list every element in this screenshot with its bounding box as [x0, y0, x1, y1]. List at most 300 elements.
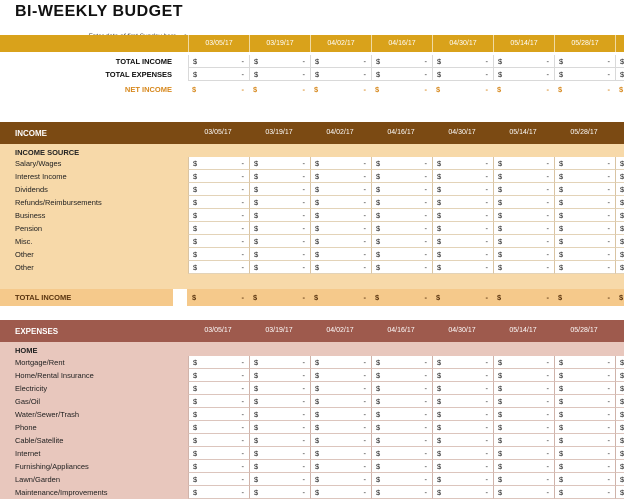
date-column-header: 04/30/17 [448, 129, 476, 136]
amount-cell[interactable] [493, 395, 554, 408]
amount-value: - [363, 371, 366, 380]
amount-cell[interactable] [554, 369, 615, 382]
amount-cell[interactable] [371, 382, 432, 395]
amount-cell[interactable] [554, 222, 615, 235]
amount-cell[interactable] [188, 421, 249, 434]
amount-cell[interactable] [432, 196, 493, 209]
currency-symbol: $ [559, 159, 564, 168]
currency-symbol: $ [193, 185, 198, 194]
amount-cell[interactable] [554, 473, 615, 486]
currency-symbol: $ [376, 488, 381, 497]
amount-cell[interactable] [432, 222, 493, 235]
amount-cell[interactable] [310, 486, 371, 499]
expense-row-label: Internet [15, 449, 41, 458]
amount-cell[interactable] [249, 170, 310, 183]
amount-cell[interactable] [493, 382, 554, 395]
amount-cell[interactable] [188, 196, 249, 209]
currency-symbol: $ [437, 397, 442, 406]
amount-cell[interactable] [188, 170, 249, 183]
currency-symbol: $ [376, 449, 381, 458]
amount-cell[interactable] [249, 421, 310, 434]
amount-value: - [424, 371, 427, 380]
amount-cell[interactable] [493, 356, 554, 369]
amount-cell[interactable] [493, 408, 554, 421]
amount-cell[interactable] [249, 183, 310, 196]
currency-symbol: $ [254, 57, 259, 66]
amount-value: - [546, 358, 549, 367]
amount-cell[interactable] [432, 55, 493, 68]
income-row-label: Misc. [15, 237, 33, 246]
amount-cell[interactable] [493, 222, 554, 235]
amount-cell[interactable] [432, 356, 493, 369]
amount-cell[interactable] [554, 183, 615, 196]
amount-cell[interactable] [371, 196, 432, 209]
currency-symbol: $ [498, 70, 503, 79]
amount-cell[interactable] [432, 83, 493, 96]
amount-cell[interactable] [188, 356, 249, 369]
amount-cell[interactable] [371, 183, 432, 196]
amount-cell[interactable] [493, 196, 554, 209]
currency-symbol: $ [559, 57, 564, 66]
date-column-overflow [615, 35, 624, 52]
amount-cell[interactable] [493, 183, 554, 196]
amount-cell[interactable] [432, 421, 493, 434]
amount-cell[interactable] [554, 356, 615, 369]
amount-value: - [302, 423, 305, 432]
amount-value: - [424, 70, 427, 79]
currency-symbol: $ [254, 397, 259, 406]
amount-value: - [363, 449, 366, 458]
date-column-header: 03/19/17 [249, 35, 310, 52]
amount-value: - [363, 85, 366, 94]
amount-cell[interactable] [188, 382, 249, 395]
amount-cell[interactable] [493, 369, 554, 382]
amount-cell[interactable] [615, 235, 624, 248]
amount-cell[interactable] [615, 434, 624, 447]
amount-cell[interactable] [554, 248, 615, 261]
currency-symbol: $ [437, 198, 442, 207]
amount-cell[interactable] [188, 395, 249, 408]
amount-cell[interactable] [310, 356, 371, 369]
amount-value: - [302, 263, 305, 272]
amount-cell[interactable] [310, 248, 371, 261]
currency-symbol: $ [559, 462, 564, 471]
amount-value: - [241, 263, 244, 272]
amount-cell[interactable] [493, 209, 554, 222]
amount-cell[interactable] [310, 408, 371, 421]
currency-symbol: $ [376, 358, 381, 367]
currency-symbol: $ [254, 423, 259, 432]
amount-cell[interactable] [615, 261, 624, 274]
amount-value: - [485, 237, 488, 246]
amount-value: - [363, 293, 366, 302]
amount-value: - [607, 410, 610, 419]
amount-cell[interactable] [188, 183, 249, 196]
amount-cell[interactable] [493, 460, 554, 473]
income-row [0, 235, 624, 248]
amount-cell[interactable] [554, 408, 615, 421]
amount-cell[interactable] [493, 248, 554, 261]
amount-cell[interactable] [249, 261, 310, 274]
amount-cell[interactable] [493, 157, 554, 170]
amount-cell[interactable] [188, 248, 249, 261]
amount-cell[interactable] [310, 235, 371, 248]
amount-cell[interactable] [554, 170, 615, 183]
amount-cell[interactable] [188, 261, 249, 274]
currency-symbol: $ [620, 57, 624, 66]
amount-cell[interactable] [432, 434, 493, 447]
currency-symbol: $ [437, 237, 442, 246]
amount-value: - [607, 159, 610, 168]
amount-value: - [363, 488, 366, 497]
amount-cell[interactable] [432, 209, 493, 222]
amount-cell[interactable] [493, 486, 554, 499]
amount-cell[interactable] [432, 170, 493, 183]
amount-value: - [363, 159, 366, 168]
amount-value: - [241, 185, 244, 194]
amount-cell[interactable] [188, 447, 249, 460]
amount-cell[interactable] [615, 170, 624, 183]
income-row [0, 248, 624, 261]
amount-cell[interactable] [615, 369, 624, 382]
amount-cell[interactable] [615, 447, 624, 460]
amount-cell[interactable] [554, 209, 615, 222]
amount-cell[interactable] [432, 248, 493, 261]
currency-symbol: $ [437, 70, 442, 79]
amount-cell[interactable] [432, 486, 493, 499]
amount-value: - [363, 224, 366, 233]
date-column-header: 04/16/17 [387, 129, 415, 136]
amount-cell[interactable] [188, 222, 249, 235]
amount-cell[interactable] [310, 421, 371, 434]
amount-cell[interactable] [371, 408, 432, 421]
amount-cell[interactable] [371, 421, 432, 434]
currency-symbol: $ [254, 449, 259, 458]
amount-cell[interactable] [310, 473, 371, 486]
amount-value: - [485, 57, 488, 66]
amount-cell[interactable] [554, 157, 615, 170]
currency-symbol: $ [254, 410, 259, 419]
amount-value: - [546, 475, 549, 484]
summary-total-expenses-row [0, 68, 624, 81]
amount-cell[interactable] [310, 83, 371, 96]
currency-symbol: $ [315, 488, 320, 497]
amount-value: - [302, 211, 305, 220]
amount-value: - [607, 224, 610, 233]
amount-value: - [302, 436, 305, 445]
amount-cell[interactable] [188, 408, 249, 421]
amount-cell[interactable] [249, 447, 310, 460]
amount-cell[interactable] [371, 369, 432, 382]
amount-value: - [363, 263, 366, 272]
amount-cell[interactable] [310, 434, 371, 447]
amount-cell[interactable] [188, 55, 249, 68]
amount-value: - [424, 172, 427, 181]
currency-symbol: $ [559, 224, 564, 233]
date-column-header: 03/19/17 [265, 129, 293, 136]
amount-cell[interactable] [432, 395, 493, 408]
amount-cell[interactable] [371, 83, 432, 96]
currency-symbol: $ [498, 397, 503, 406]
amount-cell[interactable] [371, 157, 432, 170]
amount-cell[interactable] [249, 434, 310, 447]
amount-cell[interactable] [249, 369, 310, 382]
currency-symbol: $ [315, 211, 320, 220]
amount-value: - [485, 397, 488, 406]
amount-cell[interactable] [249, 68, 310, 81]
amount-cell[interactable] [310, 447, 371, 460]
amount-cell[interactable] [310, 170, 371, 183]
amount-cell[interactable] [371, 356, 432, 369]
amount-value: - [302, 449, 305, 458]
currency-symbol: $ [376, 185, 381, 194]
amount-cell[interactable] [554, 460, 615, 473]
amount-value: - [424, 397, 427, 406]
amount-cell[interactable] [554, 421, 615, 434]
amount-cell[interactable] [188, 235, 249, 248]
amount-cell[interactable] [554, 486, 615, 499]
amount-cell[interactable] [615, 157, 624, 170]
amount-cell[interactable] [371, 209, 432, 222]
currency-symbol: $ [253, 293, 258, 302]
income-total-label: TOTAL INCOME [15, 293, 72, 302]
amount-cell[interactable] [249, 395, 310, 408]
amount-value: - [302, 293, 305, 302]
income-row [0, 170, 624, 183]
amount-cell[interactable] [371, 460, 432, 473]
amount-cell[interactable] [554, 83, 615, 96]
currency-symbol: $ [376, 263, 381, 272]
amount-cell[interactable] [615, 222, 624, 235]
currency-symbol: $ [620, 198, 624, 207]
amount-cell[interactable] [432, 68, 493, 81]
amount-cell[interactable] [554, 447, 615, 460]
amount-cell[interactable] [249, 486, 310, 499]
amount-cell[interactable] [432, 157, 493, 170]
amount-cell[interactable] [432, 382, 493, 395]
amount-cell[interactable] [554, 68, 615, 81]
income-row-label: Interest Income [15, 172, 67, 181]
amount-cell[interactable] [615, 209, 624, 222]
currency-symbol: $ [376, 410, 381, 419]
currency-symbol: $ [193, 384, 198, 393]
currency-symbol: $ [376, 198, 381, 207]
amount-value: - [485, 211, 488, 220]
amount-cell[interactable] [310, 460, 371, 473]
expense-row-label: Electricity [15, 384, 48, 393]
amount-cell[interactable] [371, 248, 432, 261]
amount-value: - [302, 371, 305, 380]
income-total-cell [432, 289, 493, 306]
amount-cell[interactable] [432, 183, 493, 196]
amount-cell[interactable] [249, 356, 310, 369]
currency-symbol: $ [620, 172, 624, 181]
amount-value: - [241, 475, 244, 484]
currency-symbol: $ [498, 198, 503, 207]
currency-symbol: $ [376, 384, 381, 393]
amount-cell[interactable] [188, 486, 249, 499]
amount-cell[interactable] [615, 248, 624, 261]
amount-value: - [302, 475, 305, 484]
expense-row [0, 382, 624, 395]
amount-value: - [363, 250, 366, 259]
currency-symbol: $ [315, 237, 320, 246]
amount-cell[interactable] [554, 382, 615, 395]
amount-cell[interactable] [371, 447, 432, 460]
amount-cell[interactable] [371, 473, 432, 486]
currency-symbol: $ [620, 436, 624, 445]
amount-cell[interactable] [615, 395, 624, 408]
amount-value: - [485, 85, 488, 94]
amount-value: - [424, 224, 427, 233]
amount-cell[interactable] [310, 382, 371, 395]
amount-cell[interactable] [432, 447, 493, 460]
amount-cell[interactable] [249, 157, 310, 170]
amount-cell[interactable] [371, 395, 432, 408]
amount-cell[interactable] [493, 68, 554, 81]
amount-cell[interactable] [310, 395, 371, 408]
amount-cell[interactable] [188, 209, 249, 222]
amount-cell[interactable] [310, 183, 371, 196]
currency-symbol: $ [559, 371, 564, 380]
amount-cell[interactable] [432, 261, 493, 274]
amount-cell[interactable] [615, 460, 624, 473]
amount-cell[interactable] [493, 235, 554, 248]
amount-cell[interactable] [310, 157, 371, 170]
amount-cell[interactable] [554, 235, 615, 248]
amount-cell[interactable] [188, 460, 249, 473]
amount-cell[interactable] [310, 55, 371, 68]
amount-cell[interactable] [310, 222, 371, 235]
currency-symbol: $ [253, 85, 258, 94]
amount-cell[interactable] [615, 196, 624, 209]
amount-cell[interactable] [249, 460, 310, 473]
amount-cell[interactable] [493, 83, 554, 96]
amount-cell[interactable] [371, 170, 432, 183]
currency-symbol: $ [437, 462, 442, 471]
amount-cell[interactable] [188, 369, 249, 382]
amount-cell[interactable] [310, 369, 371, 382]
amount-value: - [241, 423, 244, 432]
amount-cell[interactable] [493, 170, 554, 183]
amount-cell[interactable] [554, 395, 615, 408]
amount-value: - [241, 397, 244, 406]
amount-cell[interactable] [249, 248, 310, 261]
amount-cell[interactable] [249, 408, 310, 421]
amount-cell[interactable] [615, 408, 624, 421]
amount-cell[interactable] [493, 473, 554, 486]
amount-cell[interactable] [371, 434, 432, 447]
amount-cell[interactable] [554, 55, 615, 68]
amount-cell[interactable] [615, 382, 624, 395]
amount-cell[interactable] [249, 473, 310, 486]
currency-symbol: $ [254, 488, 259, 497]
amount-cell[interactable] [249, 83, 310, 96]
amount-cell[interactable] [371, 222, 432, 235]
amount-cell[interactable] [188, 68, 249, 81]
amount-cell[interactable] [188, 157, 249, 170]
amount-cell[interactable] [188, 83, 249, 96]
amount-cell[interactable] [615, 68, 624, 81]
amount-cell[interactable] [371, 235, 432, 248]
amount-cell[interactable] [371, 68, 432, 81]
amount-value: - [363, 211, 366, 220]
date-column-header: 03/05/17 [204, 129, 232, 136]
amount-value: - [241, 410, 244, 419]
amount-cell[interactable] [615, 83, 624, 96]
amount-cell[interactable] [371, 486, 432, 499]
amount-cell[interactable] [554, 196, 615, 209]
expense-row-label: Lawn/Garden [15, 475, 61, 484]
amount-cell[interactable] [432, 235, 493, 248]
amount-cell[interactable] [371, 261, 432, 274]
amount-cell[interactable] [432, 408, 493, 421]
amount-value: - [241, 70, 244, 79]
amount-value: - [546, 436, 549, 445]
amount-cell[interactable] [493, 261, 554, 274]
currency-symbol: $ [437, 358, 442, 367]
amount-cell[interactable] [249, 222, 310, 235]
expense-row-label: Mortgage/Rent [15, 358, 65, 367]
amount-cell[interactable] [493, 55, 554, 68]
amount-cell[interactable] [554, 434, 615, 447]
amount-value: - [363, 436, 366, 445]
amount-cell[interactable] [310, 209, 371, 222]
currency-symbol: $ [376, 70, 381, 79]
amount-cell[interactable] [615, 183, 624, 196]
amount-cell[interactable] [432, 369, 493, 382]
amount-cell[interactable] [493, 434, 554, 447]
amount-cell[interactable] [615, 421, 624, 434]
amount-cell[interactable] [249, 209, 310, 222]
amount-cell[interactable] [310, 261, 371, 274]
amount-value: - [546, 462, 549, 471]
amount-cell[interactable] [493, 447, 554, 460]
amount-cell[interactable] [432, 460, 493, 473]
amount-value: - [363, 475, 366, 484]
amount-cell[interactable] [188, 473, 249, 486]
currency-symbol: $ [193, 250, 198, 259]
amount-cell[interactable] [615, 55, 624, 68]
amount-cell[interactable] [188, 434, 249, 447]
amount-cell[interactable] [249, 55, 310, 68]
amount-value: - [485, 449, 488, 458]
amount-cell[interactable] [554, 261, 615, 274]
amount-value: - [607, 185, 610, 194]
amount-cell[interactable] [249, 382, 310, 395]
amount-cell[interactable] [432, 473, 493, 486]
amount-value: - [546, 263, 549, 272]
amount-cell[interactable] [310, 196, 371, 209]
expense-row [0, 447, 624, 460]
currency-symbol: $ [620, 423, 624, 432]
amount-cell[interactable] [615, 486, 624, 499]
currency-symbol: $ [376, 250, 381, 259]
amount-value: - [485, 293, 488, 302]
amount-cell[interactable] [615, 473, 624, 486]
date-column-header: 04/30/17 [448, 327, 476, 334]
amount-cell[interactable] [615, 356, 624, 369]
amount-cell[interactable] [249, 235, 310, 248]
amount-cell[interactable] [249, 196, 310, 209]
amount-cell[interactable] [371, 55, 432, 68]
income-row-label: Other [15, 263, 34, 272]
amount-value: - [302, 85, 305, 94]
amount-cell[interactable] [493, 421, 554, 434]
amount-cell[interactable] [310, 68, 371, 81]
currency-symbol: $ [620, 70, 624, 79]
income-header-label: INCOME [15, 129, 47, 138]
